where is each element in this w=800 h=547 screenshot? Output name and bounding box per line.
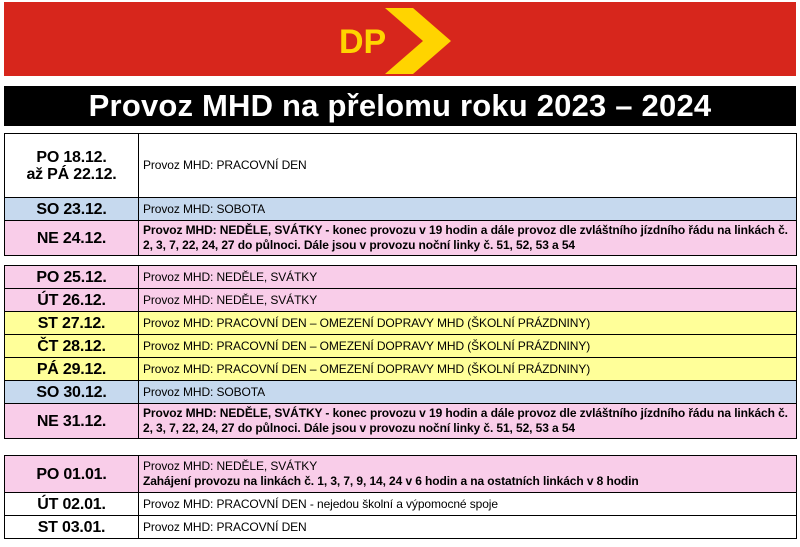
date-cell: NE 31.12. xyxy=(5,404,139,439)
service-text: Provoz MHD: PRACOVNÍ DEN - nejedou školní a výpomocné spoje xyxy=(143,496,498,511)
service-cell xyxy=(139,198,797,221)
service-cell xyxy=(139,266,797,289)
service-text: - konec provozu v 19 hodin a dále provoz dle zvláštního jízdního řádu na linkách č. 2, 3, 7, 22, 24, 27 do půlnoci. Dále jsou v provozu noční linky č. 51, 52, 53 a 54 xyxy=(143,406,788,435)
logo-arrow-icon xyxy=(385,8,451,74)
table-row xyxy=(5,358,797,381)
table-row xyxy=(5,404,797,439)
page-title: Provoz MHD na přelomu roku 2023 – 2024 xyxy=(4,86,796,126)
service-text: - konec provozu v 19 hodin a dále provoz dle zvláštního jízdního řádu na linkách č. 2, 3, 7, 22, 24, 27 do půlnoci. Dále jsou v provozu noční linky č. 51, 52, 53 a 54 xyxy=(143,223,788,252)
date-cell: SO 30.12. xyxy=(5,381,139,404)
service-text: Provoz MHD: NEDĚLE, SVÁTKY xyxy=(143,292,318,307)
date-cell: ST 27.12. xyxy=(5,312,139,335)
table-row xyxy=(5,198,797,221)
date-cell: NE 24.12. xyxy=(5,221,139,256)
service-text: Provoz MHD: NEDĚLE, SVÁTKY xyxy=(143,269,318,284)
service-text: Provoz MHD: PRACOVNÍ DEN – OMEZENÍ DOPRAVY MHD (ŠKOLNÍ PRÁZDNINY) xyxy=(143,361,591,376)
date-cell xyxy=(5,134,139,198)
date-cell: PO 25.12. xyxy=(5,266,139,289)
service-cell xyxy=(139,221,797,256)
service-cell xyxy=(139,335,797,358)
table-row xyxy=(5,134,797,198)
service-cell xyxy=(139,493,797,516)
service-text: Provoz MHD: PRACOVNÍ DEN xyxy=(143,519,307,534)
service-cell xyxy=(139,134,797,198)
schedule-table-december-week xyxy=(4,133,797,256)
service-text: Provoz MHD: PRACOVNÍ DEN – OMEZENÍ DOPRAVY MHD (ŠKOLNÍ PRÁZDNINY) xyxy=(143,315,591,330)
table-row xyxy=(5,221,797,256)
service-cell xyxy=(139,404,797,439)
dp-logo xyxy=(331,8,451,74)
service-text: Provoz MHD: NEDĚLE, SVÁTKY xyxy=(143,459,318,473)
date-line-2: až PÁ 22.12. xyxy=(26,165,117,183)
date-line-1: PO 18.12. xyxy=(36,148,107,166)
service-text: Provoz MHD: SOBOTA xyxy=(143,384,265,399)
table-row xyxy=(5,266,797,289)
service-text: Provoz MHD: PRACOVNÍ DEN xyxy=(143,158,307,172)
header-banner xyxy=(4,2,796,76)
table-row xyxy=(5,516,797,539)
date-cell: ÚT 26.12. xyxy=(5,289,139,312)
date-cell: ST 03.01. xyxy=(5,516,139,539)
table-row xyxy=(5,335,797,358)
service-cell xyxy=(139,358,797,381)
schedule-table-holidays xyxy=(4,265,797,439)
date-cell: ÚT 02.01. xyxy=(5,493,139,516)
service-text: Provoz MHD: SOBOTA xyxy=(143,201,265,216)
date-cell: SO 23.12. xyxy=(5,198,139,221)
service-cell xyxy=(139,516,797,539)
table-row xyxy=(5,493,797,516)
table-row xyxy=(5,312,797,335)
service-cell xyxy=(139,289,797,312)
table-row xyxy=(5,456,797,493)
date-cell: ČT 28.12. xyxy=(5,335,139,358)
service-text-bold: Provoz MHD: NEDĚLE, SVÁTKY xyxy=(143,406,323,420)
service-text: Provoz MHD: PRACOVNÍ DEN – OMEZENÍ DOPRAVY MHD (ŠKOLNÍ PRÁZDNINY) xyxy=(143,338,591,353)
service-text-bold: Provoz MHD: NEDĚLE, SVÁTKY xyxy=(143,223,323,237)
table-row xyxy=(5,381,797,404)
date-cell: PO 01.01. xyxy=(5,456,139,493)
service-cell xyxy=(139,381,797,404)
table-row xyxy=(5,289,797,312)
service-text-line-2: Zahájení provozu na linkách č. 1, 3, 7, 9, 14, 24 v 6 hodin a na ostatních linkách v 8 hodin xyxy=(143,474,639,488)
service-cell xyxy=(139,312,797,335)
schedule-table-new-year xyxy=(4,455,797,539)
date-cell: PÁ 29.12. xyxy=(5,358,139,381)
service-cell xyxy=(139,456,797,493)
logo-text: DP xyxy=(339,23,387,61)
